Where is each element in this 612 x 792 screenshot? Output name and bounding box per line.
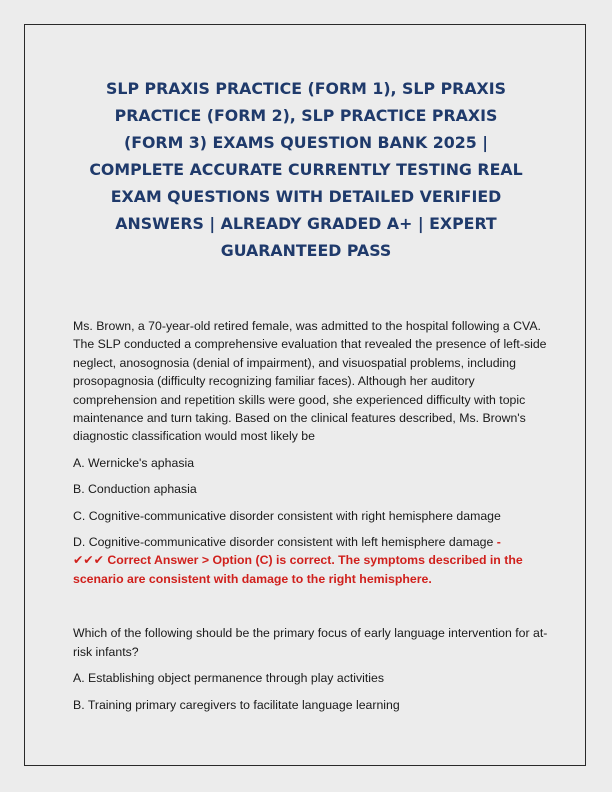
document-content	[73, 317, 549, 714]
question-1-option-a: A. Wernicke's aphasia	[73, 455, 195, 470]
question-block-1	[73, 317, 549, 588]
question-1-option-c: C. Cognitive-communicative disorder consistent with right hemisphere damage	[73, 508, 501, 523]
question-spacer	[73, 588, 549, 624]
answer-dash: -	[493, 535, 501, 550]
question-2-option-a: A. Establishing object permanence through play activities	[73, 671, 385, 686]
document-page	[24, 24, 586, 766]
document-title: SLP PRAXIS PRACTICE (FORM 1), SLP PRAXIS PRACTICE (FORM 2), SLP PRACTICE PRAXIS (FORM 3) EXAMS QUESTION BANK 2025 | COMPLETE ACCURATE CURRENTLY TESTING REAL EXAM QUESTIONS WITH DETAILED VERIFIED ANSWERS | ALREADY GRADED A+ | EXPERT GUARANTEED PASS	[89, 79, 523, 260]
question-1-option-d-text: D. Cognitive-communicative disorder consistent with left hemisphere damage	[73, 535, 494, 550]
question-2-prompt: Which of the following should be the primary focus of early language intervention for at-risk infants?	[73, 626, 548, 659]
question-block-2	[73, 624, 549, 714]
question-1-option-d	[73, 533, 549, 588]
question-2-option-b: B. Training primary caregivers to facilitate language learning	[73, 697, 400, 712]
question-1-correct-answer: ✔✔✔ Correct Answer > Option (C) is correct. The symptoms described in the scenario are consistent with damage to the right hemisphere.	[73, 553, 523, 586]
question-1-prompt: Ms. Brown, a 70-year-old retired female, was admitted to the hospital following a CVA. The SLP conducted a comprehensive evaluation that revealed the presence of left-side neglect, anosognosia (denial of impairment), and visuospatial problems, including prosopagnosia (difficulty recognizing familiar faces). Although her auditory comprehension and repetition skills were good, she experienced difficulty with topic maintenance and turn taking. Based on the clinical features described, Ms. Brown's diagnostic classification would most likely be	[73, 319, 547, 444]
question-1-option-b: B. Conduction aphasia	[73, 482, 197, 497]
